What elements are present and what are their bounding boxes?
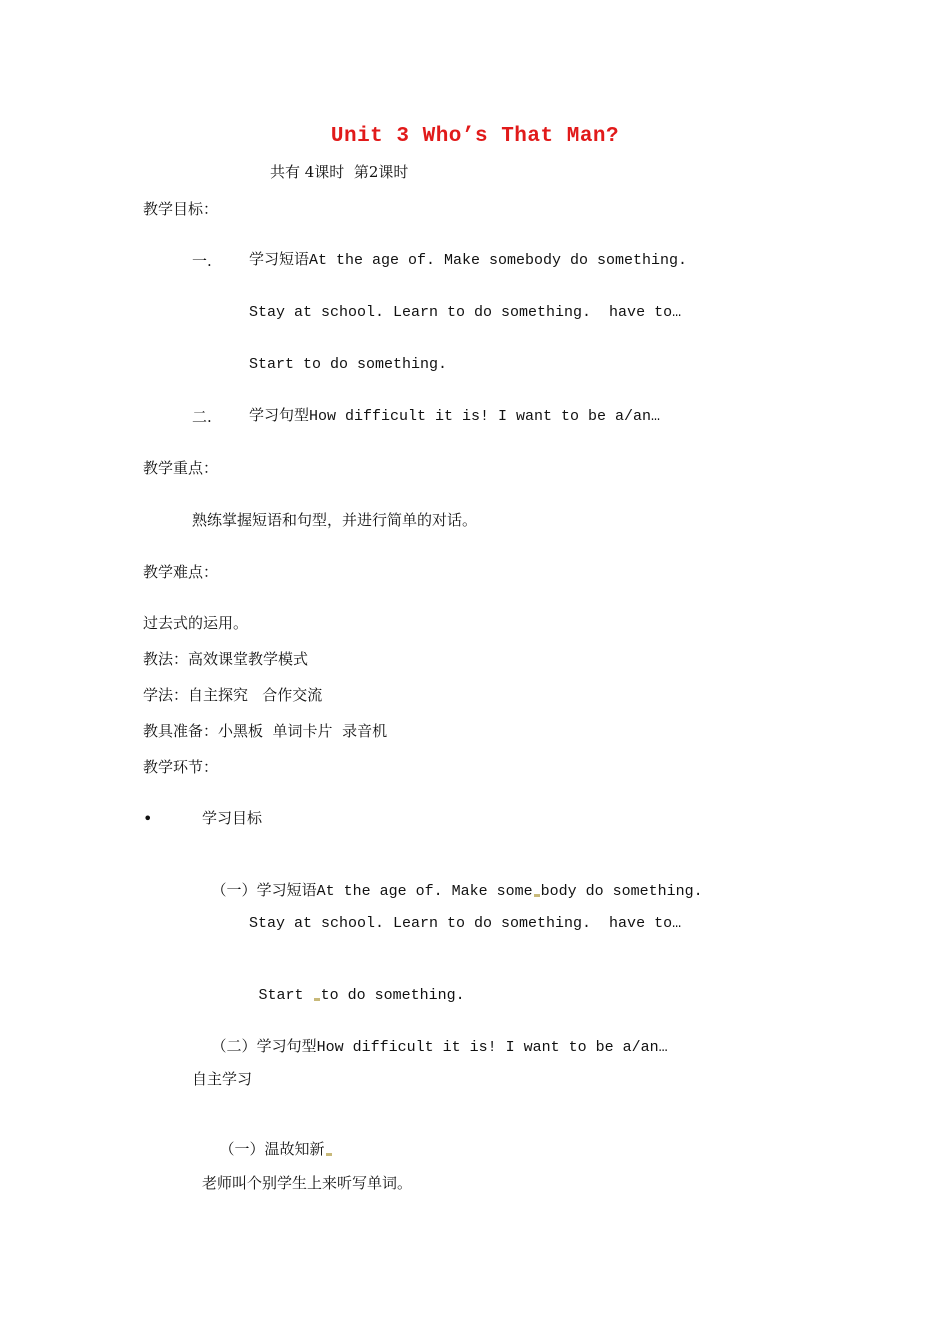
review-heading — [210, 1122, 333, 1158]
teaching-method: 教法：高效课堂教学模式 — [143, 650, 309, 668]
key-points-heading: 教学重点： — [143, 459, 219, 477]
highlight-mark — [326, 1153, 332, 1156]
section-title: 学习目标 — [202, 809, 263, 827]
section-item-prefix: （一） — [211, 881, 257, 899]
section-item-1 — [202, 863, 703, 901]
goal-item-1: 学习短语At the age of. Make somebody do something. — [249, 252, 688, 269]
review-text: （一）温故知新 — [219, 1140, 325, 1158]
highlight-mark — [314, 998, 320, 1001]
section-item-text-a: 学习短语At the age of. Make some — [256, 883, 533, 900]
section-item-text-b: body do something. — [540, 883, 703, 900]
section-item-text: 学习句型How difficult it is! I want to be a/an… — [256, 1039, 668, 1056]
difficulty-text: 过去式的运用。 — [143, 614, 249, 632]
learning-method: 学法：自主探究 合作交流 — [143, 686, 323, 704]
steps-heading: 教学环节： — [143, 758, 219, 776]
difficulty-heading: 教学难点： — [143, 563, 219, 581]
section-item-3 — [249, 967, 465, 1005]
section-item-2: Stay at school. Learn to do something. have to… — [249, 915, 682, 932]
highlight-mark — [534, 894, 540, 897]
key-points-text: 熟练掌握短语和句型，并进行简单的对话。 — [192, 511, 478, 529]
lesson-info: 共有 4课时 第2课时 — [270, 163, 409, 181]
section-item-text-a: Start — [258, 987, 313, 1004]
goal-item-4: 学习句型How difficult it is! I want to be a/an… — [249, 408, 661, 425]
goal-number-2: 二. — [192, 408, 212, 426]
goal-number-1: 一. — [192, 252, 212, 270]
self-study-heading: 自主学习 — [192, 1070, 253, 1088]
teacher-action: 老师叫个别学生上来听写单词。 — [202, 1174, 413, 1192]
document-title: Unit 3 Who’s That Man? — [330, 125, 620, 148]
bullet-icon: • — [143, 809, 153, 828]
goals-heading: 教学目标： — [143, 200, 219, 218]
goal-item-3: Start to do something. — [249, 356, 448, 373]
section-item-prefix: （二） — [211, 1037, 257, 1055]
teaching-tools: 教具准备：小黑板 单词卡片 录音机 — [143, 722, 388, 740]
goal-item-2: Stay at school. Learn to do something. have to… — [249, 304, 682, 321]
section-item-text-b: to do something. — [320, 987, 465, 1004]
section-item-4 — [202, 1019, 668, 1057]
